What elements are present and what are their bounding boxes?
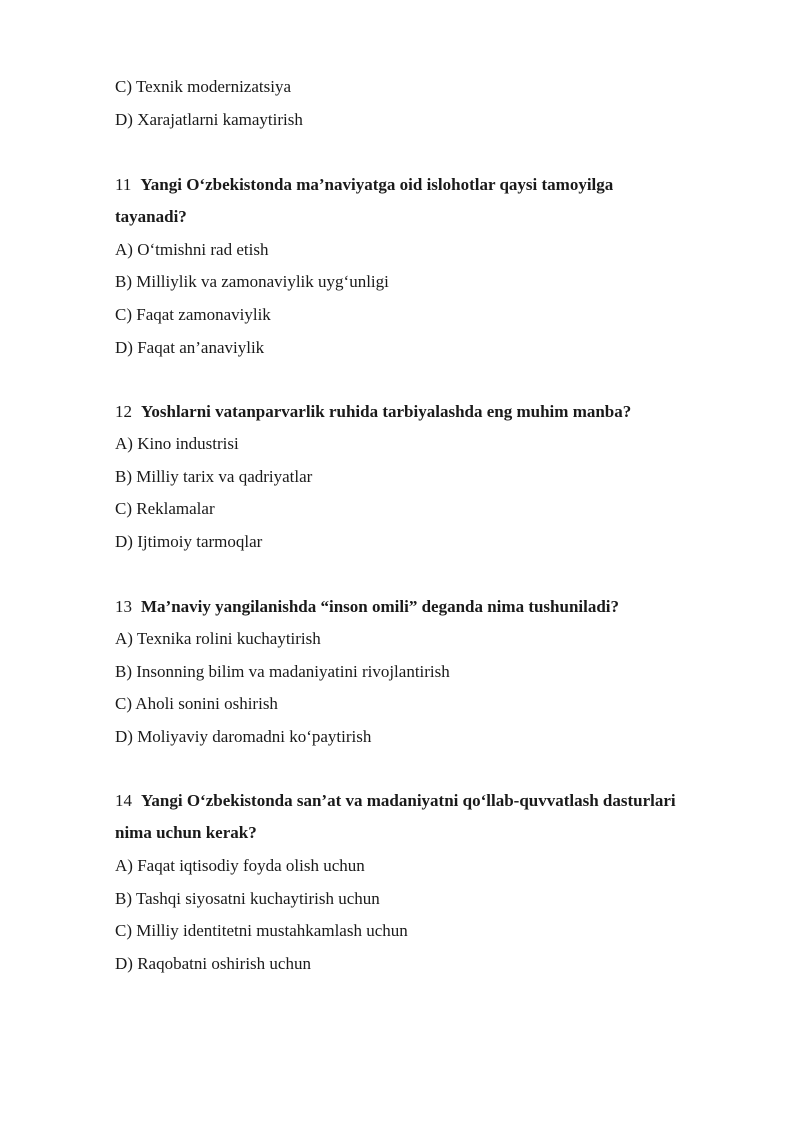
option-item: A) Kino industrisi <box>115 434 239 453</box>
option-item: D) Ijtimoiy tarmoqlar <box>115 532 263 551</box>
option-item: C) Milliy identitetni mustahkamlash uchun <box>115 921 408 940</box>
question-text: Yangi O‘zbekistonda ma’naviyatga oid islohotlar qaysi tamoyilga <box>140 175 614 194</box>
option-item: D) Xarajatlarni kamaytirish <box>115 110 303 129</box>
question-text-continued: tayanadi? <box>115 207 187 226</box>
option-item: C) Texnik modernizatsiya <box>115 77 292 96</box>
question-heading <box>115 597 619 617</box>
option-item: D) Moliyaviy daromadni ko‘paytirish <box>115 727 372 746</box>
option-item: A) Faqat iqtisodiy foyda olish uchun <box>115 856 365 875</box>
question-text: Yoshlarni vatanparvarlik ruhida tarbiyalashda eng muhim manba? <box>141 402 632 421</box>
question-number: 11 <box>115 175 132 194</box>
option-item: B) Insonning bilim va madaniyatini rivojlantirish <box>115 662 450 681</box>
option-item: D) Faqat an’anaviylik <box>115 338 265 357</box>
option-item: C) Faqat zamonaviylik <box>115 305 271 324</box>
option-item: B) Milliylik va zamonaviylik uyg‘unligi <box>115 272 389 291</box>
option-item: C) Aholi sonini oshirish <box>115 694 278 713</box>
option-item: B) Milliy tarix va qadriyatlar <box>115 467 313 486</box>
question-text: Ma’naviy yangilanishda “inson omili” deganda nima tushuniladi? <box>141 597 620 616</box>
option-item: A) Texnika rolini kuchaytirish <box>115 629 321 648</box>
option-item: C) Reklamalar <box>115 499 215 518</box>
question-number: 12 <box>115 402 132 421</box>
option-item: B) Tashqi siyosatni kuchaytirish uchun <box>115 889 380 908</box>
question-text-continued: nima uchun kerak? <box>115 823 257 842</box>
option-item: D) Raqobatni oshirish uchun <box>115 954 311 973</box>
question-heading <box>115 175 613 195</box>
option-item: A) O‘tmishni rad etish <box>115 240 269 259</box>
question-number: 14 <box>115 791 132 810</box>
question-heading <box>115 791 676 811</box>
question-heading <box>115 402 631 422</box>
question-number: 13 <box>115 597 132 616</box>
question-text: Yangi O‘zbekistonda san’at va madaniyatni qo‘llab-quvvatlash dasturlari <box>141 791 676 810</box>
